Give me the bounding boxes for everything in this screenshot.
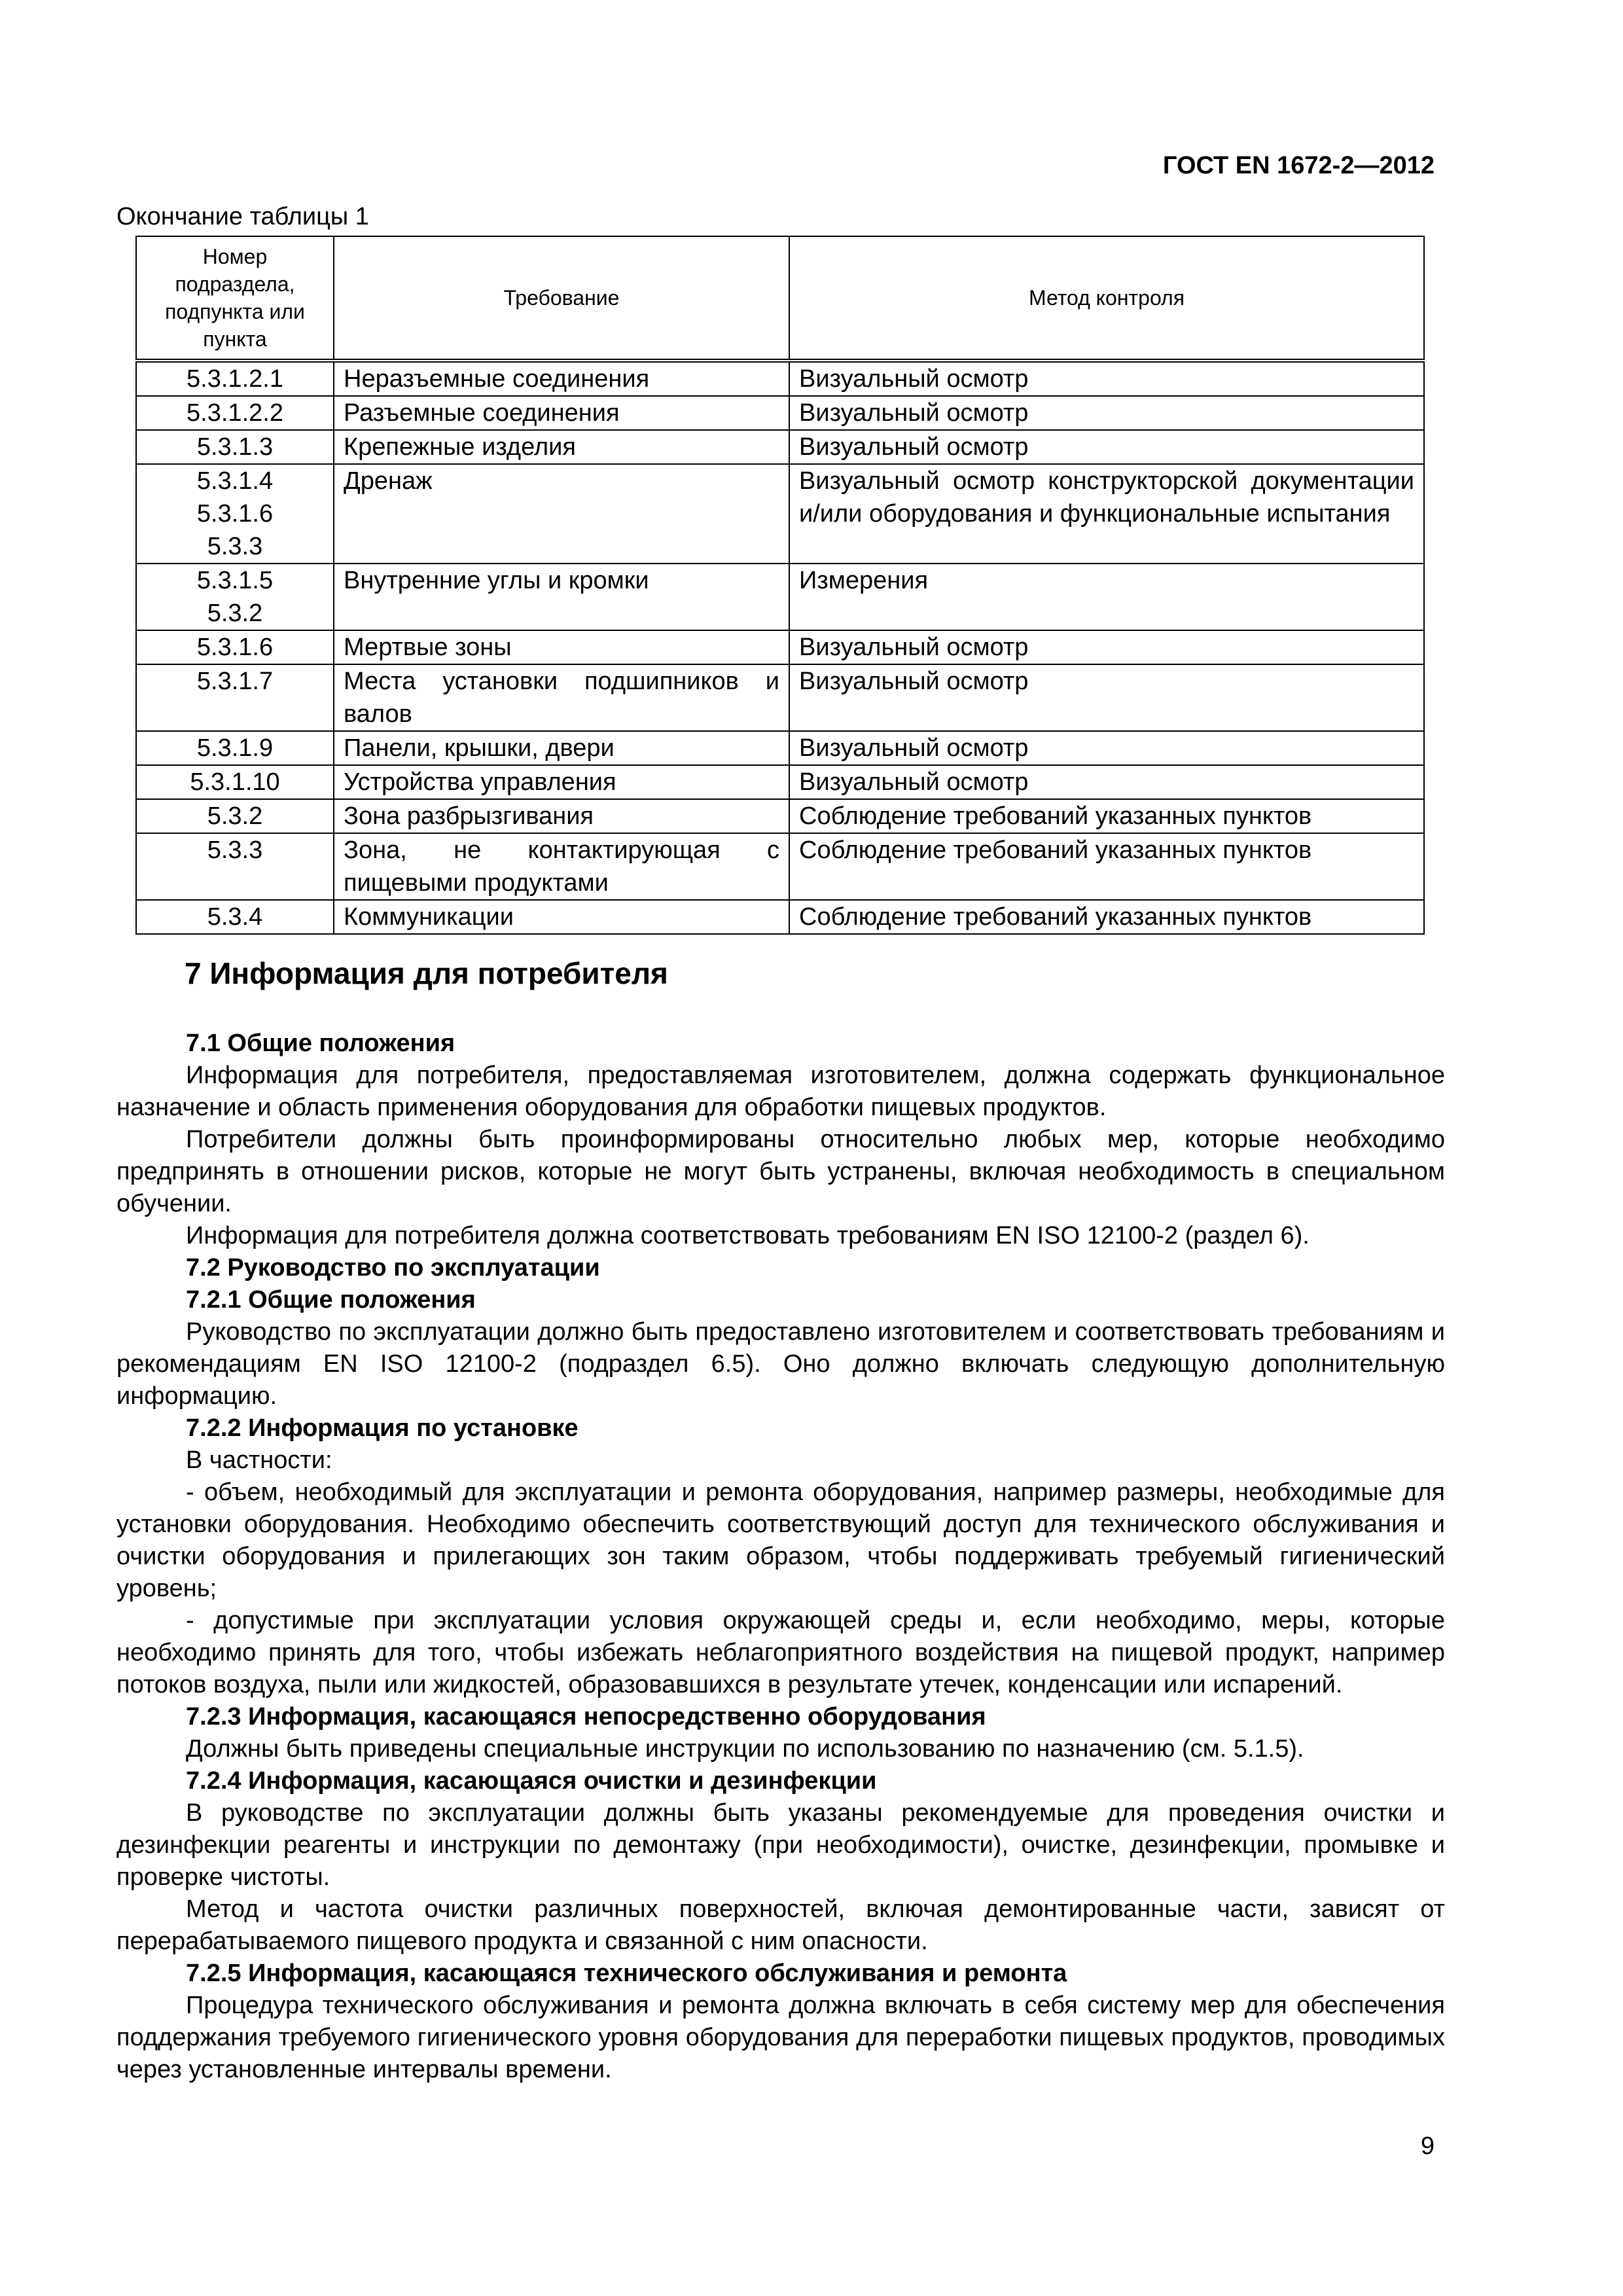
cell-method: Визуальный осмотр (789, 731, 1424, 765)
cell-number: 5.3.1.5 5.3.2 (136, 564, 334, 630)
cell-method: Визуальный осмотр (789, 765, 1424, 799)
subsection-title: 7.2.4 Информация, касающаяся очистки и дезинфекции (186, 1767, 877, 1795)
table-header-row (136, 236, 1424, 361)
list-item: - объем, необходимый для эксплуатации и ремонта оборудования, например размеры, необходимые для установки оборудования. Необходимо обеспечить соответствующий доступ для технического обслуживания и очистки оборудования и прилегающих зон таким образом, чтобы поддерживать требуемый гигиенический уровень; (116, 1479, 1445, 1602)
cell-method: Соблюдение требований указанных пунктов (789, 833, 1424, 900)
paragraph: Процедура технического обслуживания и ремонта должна включать в себя систему мер для обеспечения поддержания требуемого гигиенического уровня оборудования для переработки пищевых продуктов, проводимых через установленные интервалы времени. (116, 1992, 1445, 2083)
cell-requirement: Места установки подшипников и валов (334, 664, 789, 731)
cell-number: 5.3.1.2.1 (136, 361, 334, 396)
paragraph: Должны быть приведены специальные инструкции по использованию по назначению (см. 5.1.5). (186, 1735, 1304, 1763)
cell-number: 5.3.1.9 (136, 731, 334, 765)
cell-method: Визуальный осмотр (789, 396, 1424, 430)
cell-requirement: Неразъемные соединения (334, 361, 789, 396)
cell-requirement: Зона, не контактирующая с пищевыми продуктами (334, 833, 789, 900)
table-row (136, 630, 1424, 664)
paragraph: Потребители должны быть проинформированы относительно любых мер, которые необходимо предпринять в отношении рисков, которые не могут быть устранены, включая необходимость в специальном обучении. (116, 1126, 1445, 1217)
cell-method: Визуальный осмотр конструкторской документации и/или оборудования и функциональные испытания (789, 464, 1424, 564)
table-row (136, 361, 1424, 396)
subsection-title: 7.2.5 Информация, касающаяся технического обслуживания и ремонта (186, 1960, 1067, 1987)
paragraph: Информация для потребителя, предоставляемая изготовителем, должна содержать функциональное назначение и область применения оборудования для обработки пищевых продуктов. (116, 1062, 1445, 1121)
cell-method: Визуальный осмотр (789, 630, 1424, 664)
cell-method: Измерения (789, 564, 1424, 630)
requirements-table (135, 236, 1425, 935)
paragraph: Информация для потребителя должна соответствовать требованиям EN ISO 12100-2 (раздел 6). (186, 1222, 1310, 1249)
subsection-title: 7.2.2 Информация по установке (186, 1414, 579, 1442)
cell-method: Визуальный осмотр (789, 664, 1424, 731)
cell-requirement: Мертвые зоны (334, 630, 789, 664)
subsection-title: 7.2 Руководство по эксплуатации (186, 1254, 600, 1282)
table-row (136, 799, 1424, 833)
table-caption: Окончание таблицы 1 (116, 203, 369, 230)
cell-requirement: Коммуникации (334, 900, 789, 934)
page-number: 9 (1420, 2132, 1435, 2160)
cell-number: 5.3.2 (136, 799, 334, 833)
cell-requirement: Панели, крышки, двери (334, 731, 789, 765)
cell-method: Визуальный осмотр (789, 361, 1424, 396)
table-row (136, 464, 1424, 564)
cell-method: Соблюдение требований указанных пунктов (789, 900, 1424, 934)
table-row (136, 731, 1424, 765)
subsection-title: 7.2.1 Общие положения (186, 1286, 476, 1314)
cell-number: 5.3.3 (136, 833, 334, 900)
cell-requirement: Дренаж (334, 464, 789, 564)
cell-requirement: Крепежные изделия (334, 430, 789, 464)
cell-method: Визуальный осмотр (789, 430, 1424, 464)
cell-requirement: Зона разбрызгивания (334, 799, 789, 833)
cell-requirement: Внутренние углы и кромки (334, 564, 789, 630)
table-row (136, 664, 1424, 731)
paragraph: В частности: (186, 1446, 332, 1474)
cell-number: 5.3.1.3 (136, 430, 334, 464)
subsection-title: 7.2.3 Информация, касающаяся непосредственно оборудования (186, 1703, 986, 1731)
table-row (136, 765, 1424, 799)
cell-number: 5.3.1.7 (136, 664, 334, 731)
cell-number: 5.3.1.4 5.3.1.6 5.3.3 (136, 464, 334, 564)
cell-number: 5.3.1.2.2 (136, 396, 334, 430)
document-code: ГОСТ EN 1672-2—2012 (1162, 152, 1435, 179)
cell-method: Соблюдение требований указанных пунктов (789, 799, 1424, 833)
cell-number: 5.3.1.6 (136, 630, 334, 664)
cell-requirement: Разъемные соединения (334, 396, 789, 430)
table-row (136, 396, 1424, 430)
paragraph: Руководство по эксплуатации должно быть предоставлено изготовителем и соответствовать требованиям и рекомендациям EN ISO 12100-2 (подраздел 6.5). Оно должно включать следующую дополнительную информацию. (116, 1318, 1445, 1410)
subsection-title: 7.1 Общие положения (186, 1030, 455, 1057)
cell-number: 5.3.4 (136, 900, 334, 934)
table-row (136, 564, 1424, 630)
table-row (136, 900, 1424, 934)
table-row (136, 833, 1424, 900)
section-title: 7 Информация для потребителя (185, 956, 668, 990)
column-header-number: Номер подраздела, подпункта или пункта (136, 236, 334, 361)
list-item: - допустимые при эксплуатации условия окружающей среды и, если необходимо, меры, которые необходимо принять для того, чтобы избежать неблагоприятного воздействия на пищевой продукт, например потоков воздуха, пыли или жидкостей, образовавшихся в результате утечек, конденсации или испарений. (116, 1607, 1445, 1698)
cell-requirement: Устройства управления (334, 765, 789, 799)
section-7 (116, 956, 1445, 2086)
column-header-requirement: Требование (334, 236, 789, 361)
column-header-method: Метод контроля (789, 236, 1424, 361)
paragraph: В руководстве по эксплуатации должны быть указаны рекомендуемые для проведения очистки и дезинфекции реагенты и инструкции по демонтажу (при необходимости), очистке, дезинфекции, промывке и проверке чистоты. (116, 1799, 1445, 1891)
paragraph: Метод и частота очистки различных поверхностей, включая демонтированные части, зависят от перерабатываемого пищевого продукта и связанной с ним опасности. (116, 1895, 1445, 1955)
table-row (136, 430, 1424, 464)
cell-number: 5.3.1.10 (136, 765, 334, 799)
